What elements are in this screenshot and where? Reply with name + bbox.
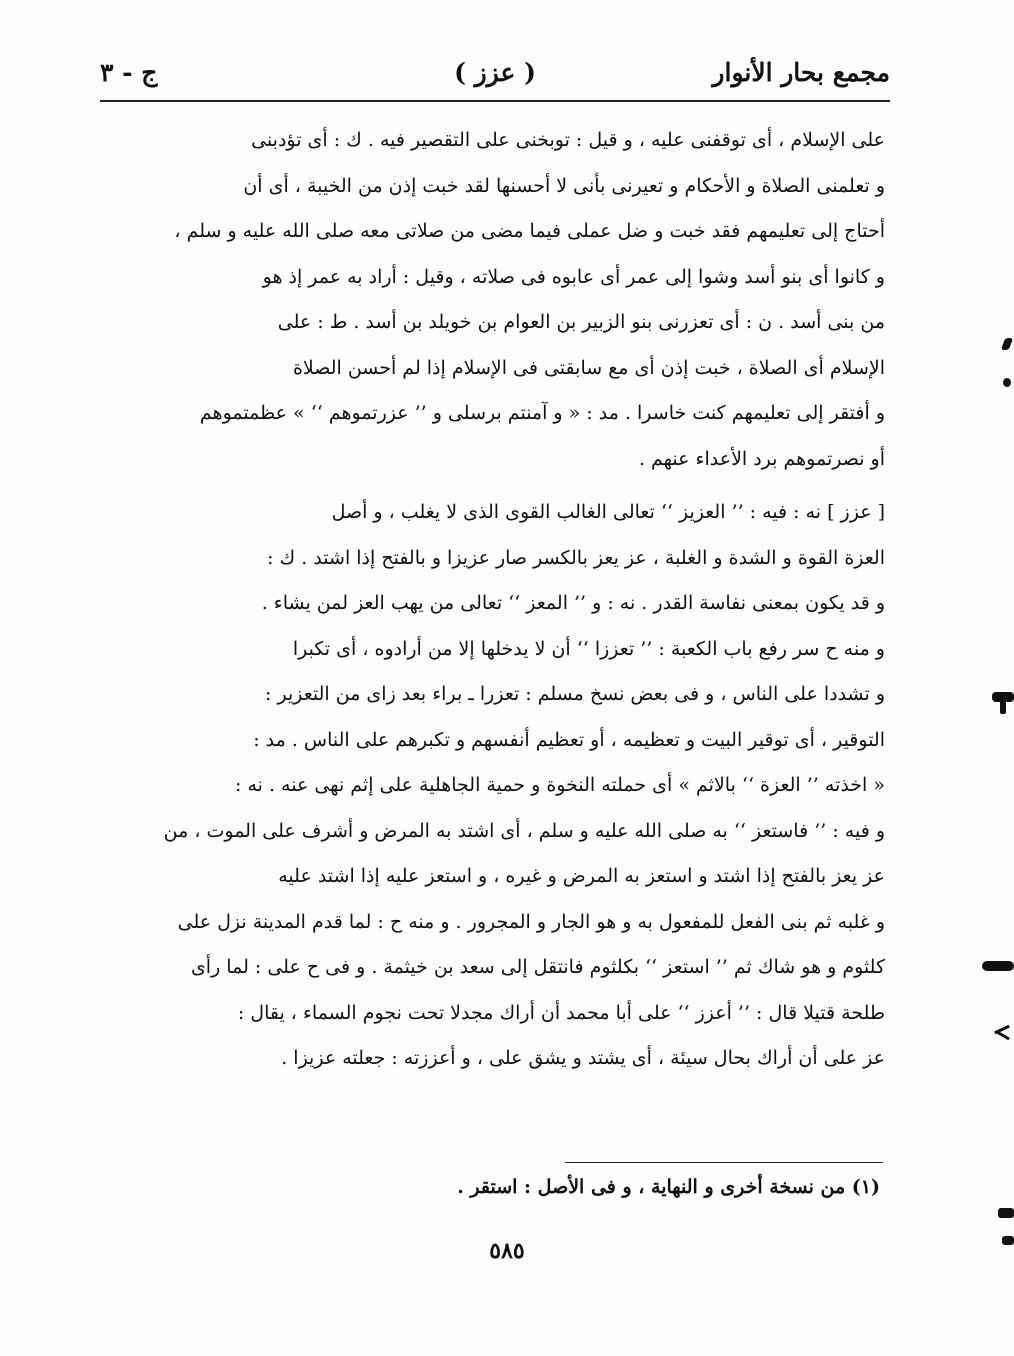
scan-speck	[1001, 338, 1013, 350]
scan-speck	[1000, 700, 1006, 714]
scan-speck	[1003, 378, 1011, 387]
text-line: و كانوا أى بنو أسد وشوا إلى عمر أى عابوه فى صلاته ، وقيل : أراد به عمر إذ هو	[262, 265, 885, 288]
book-title: مجمع بحار الأنوار	[712, 58, 890, 87]
text-line: الإسلام أى الصلاة ، خبت إذن أى مع سابقتى فى الإسلام إذا لم أحسن الصلاة	[292, 356, 885, 379]
paragraph-2	[105, 490, 885, 1082]
text-line: و تشددا على الناس ، و فى بعض نسخ مسلم : تعزرا ـ براء بعد زاى من التعزير :	[265, 683, 885, 705]
text-line: و تعلمنى الصلاة و الأحكام و تعيرنى بأنى لا أحسنها لقد خبت إذن من الخيبة ، أى أن	[243, 174, 885, 197]
text-line: من بنى أسد . ن : أى تعزرنى بنو الزبير بن العوام بن خويلد بن أسد . ط : على	[277, 311, 885, 333]
page-number: ٥٨٥	[489, 1238, 525, 1264]
scan-speck	[1002, 1236, 1014, 1245]
text-line: و فيه : ’’ فاستعز ‘‘ به صلى الله عليه و سلم ، أى اشتد به المرض و أشرف على الموت ، من	[163, 819, 885, 842]
text-line: و أفتقر إلى تعليمهم كنت خاسرا . مد : « و آمنتم برسلى و ’’ عزرتموهم ‘‘ » عظمتموهم	[199, 402, 885, 424]
scan-speck	[998, 1208, 1014, 1218]
text-line: [ عزز ] نه : فيه : ’’ العزيز ‘‘ تعالى الغالب القوى الذى لا يغلب ، و أصل	[331, 501, 885, 523]
text-line: و قد يكون بمعنى نفاسة القدر . نه : و ’’ المعز ‘‘ تعالى من يهب العز لمن يشاء .	[261, 592, 885, 614]
paragraph-1	[105, 118, 885, 482]
text-line: على الإسلام ، أى توقفنى عليه ، و قيل : توبخنى على التقصير فيه . ك : أى تؤدبنى	[251, 129, 885, 151]
text-line: التوقير ، أى توقير البيت و تعظيمه ، أو تعظيم أنفسهم و تكبرهم على الناس . مد :	[253, 728, 885, 751]
text-line: عز على أن أراك بحال سيئة ، أى يشتد و يشق على ، و أعززته : جعلته عزيزا .	[281, 1047, 885, 1069]
scan-speck	[982, 961, 1014, 971]
text-line: و غلبه ثم بنى الفعل للمفعول به و هو الجار و المجرور . و منه ح : لما قدم المدينة نزل على	[177, 910, 885, 933]
body-text	[105, 118, 885, 1082]
text-line: و منه ح سر رفع باب الكعبة : ’’ تعززا ‘‘ أن لا يدخلها إلا من أرادوه ، أى تكبرا	[292, 637, 885, 660]
text-line: أحتاج إلى تعليمهم فقد خبت و ضل عملى فيما مضى من صلاتى معه صلى الله عليه و سلم ،	[174, 220, 885, 242]
text-line: « اخذته ’’ العزة ‘‘ بالاثم » أى حملته النخوة و حمية الجاهلية على إثم نهى عنه . نه :	[235, 774, 885, 796]
text-line: طلحة قتيلا قال : ’’ أعزز ‘‘ على أبا محمد أن أراك مجدلا تحت نجوم السماء ، يقال :	[237, 1001, 885, 1024]
text-line: عز يعز بالفتح إذا اشتد و استعز به المرض و غيره ، و استعز عليه إذا اشتد عليه	[278, 865, 885, 887]
text-line: أو نصرتموهم برد الأعداء عنهم .	[638, 447, 885, 470]
text-line: العزة القوة و الشدة و الغلبة ، عز يعز بالكسر صار عزيزا و بالفتح إذا اشتد . ك :	[267, 546, 885, 569]
text-line: كلثوم و هو شاك ثم ’’ استعز ‘‘ بكلثوم فانتقل إلى سعد بن خيثمة . و فى ح على : لما رأى	[190, 956, 885, 978]
volume-label: ج - ٣	[100, 58, 158, 87]
header-rule	[100, 100, 890, 102]
footnote: (١) من نسخة أخرى و النهاية ، و فى الأصل : استقر .	[457, 1176, 880, 1198]
scan-speck	[996, 1031, 1010, 1041]
footnote-rule	[565, 1162, 883, 1163]
entry-title: ( عزز )	[454, 58, 536, 87]
page-header	[100, 52, 890, 96]
